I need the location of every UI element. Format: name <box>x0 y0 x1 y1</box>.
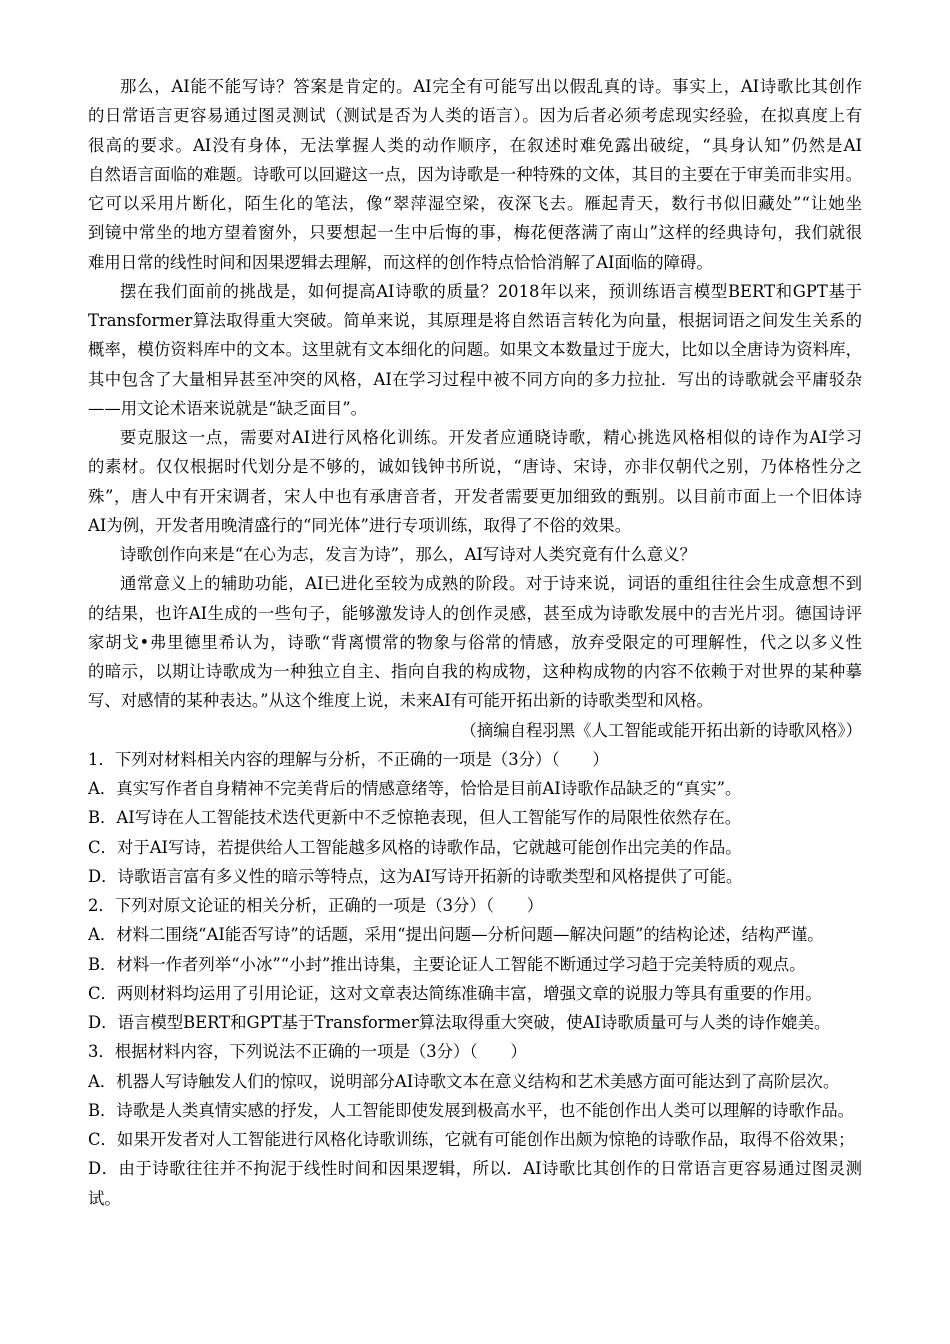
paragraph-2 <box>88 277 862 423</box>
question-2-stem: 2．下列对原文论证的相关分析，正确的一项是（3分）（ ） <box>88 896 544 915</box>
source-citation: （摘编自程羽黑《人工智能或能开拓出新的诗歌风格》） <box>460 720 862 740</box>
question-1-stem: 1．下列对材料相关内容的理解与分析，不正确的一项是（3分）（ ） <box>88 749 609 769</box>
question-1-option-c: C．对于AI写诗，若提供给人工智能越多风格的诗歌作品，它就越可能创作出完美的作品。 <box>88 837 742 857</box>
passage-line: ——用文论术语来说就是“缺乏面目”。 <box>88 398 368 418</box>
passage-line: 很高的要求。AI没有身体，无法掌握人类的动作顺序，在叙述时难免露出破绽，“具身认知”仍然是AI <box>88 135 862 155</box>
paragraph-5 <box>88 569 862 715</box>
passage-line: 概率，模仿资料库中的文本。这里就有文本细化的问题。如果文本数量过于庞大，比如以全唐诗为资料库， <box>88 340 862 360</box>
passage-line: 自然语言面临的难题。诗歌可以回避这一点，因为诗歌是一种特殊的文体，其目的主要在于审美而非实用。 <box>88 164 862 184</box>
question-2-option-a: A．材料二围绕“AI能否写诗”的话题，采用“提出问题—分析问题—解决问题”的结构论述，结构严谨。 <box>88 925 824 945</box>
question-1 <box>88 745 862 891</box>
passage-line: 难用日常的线性时间和因果逻辑去理解，而这样的创作特点恰恰消解了AI面临的障碍。 <box>88 252 713 272</box>
questions <box>88 745 862 1213</box>
passage-line: 家胡戈•弗里德里希认为，诗歌“背离惯常的物象与俗常的情感，放弃受限定的可理解性，代之以多义性 <box>88 632 862 652</box>
question-2 <box>88 891 862 1037</box>
passage <box>88 72 862 745</box>
question-3-stem: 3．根据材料内容，下列说法不正确的一项是（3分）（ ） <box>88 1042 527 1062</box>
passage-line: 要克服这一点，需要对AI进行风格化训练。开发者应通晓诗歌，精心挑选风格相似的诗作为AI学习 <box>120 428 862 447</box>
question-3 <box>88 1037 862 1213</box>
question-3-option-b: B．诗歌是人类真情实感的抒发，人工智能即使发展到极高水平，也不能创作出人类可以理解的诗歌作品。 <box>88 1100 855 1120</box>
passage-line: 通常意义上的辅助功能，AI已进化至较为成熟的阶段。对于诗来说，词语的重组往往会生成意想不到 <box>120 574 862 594</box>
question-3-option-d <box>88 1154 862 1213</box>
passage-line: 到镜中常坐的地方望着窗外，只要想起一生中后悔的事，梅花便落满了南山”这样的经典诗句，我们就很 <box>88 223 862 243</box>
question-1-option-b: B．AI写诗在人工智能技术迭代更新中不乏惊艳表现，但人工智能写作的局限性依然存在。 <box>88 808 742 828</box>
passage-line: 写、对感情的某种表达。”从这个维度上说，未来AI有可能开拓出新的诗歌类型和风格。 <box>88 691 713 711</box>
question-1-option-d: D．诗歌语言富有多义性的暗示等特点，这为AI写诗开拓新的诗歌类型和风格提供了可能。 <box>88 866 743 886</box>
passage-line: 的暗示，以期让诗歌成为一种独立自主、指向自我的构成物，这种构成物的内容不依赖于对世界的某种摹 <box>88 662 862 681</box>
question-1-option-a: A．真实写作者自身精神不完美背后的情感意绪等，恰恰是目前AI诗歌作品缺乏的“真实”。 <box>88 779 742 798</box>
passage-line: 的结果，也许AI生成的一些句子，能够激发诗人的创作灵感，甚至成为诗歌发展中的吉光片羽。德国诗评 <box>88 603 862 623</box>
passage-line: 的日常语言更容易通过图灵测试（测试是否为人类的语言）。因为后者必须考虑现实经验，在拟真度上有 <box>88 106 862 126</box>
passage-line: 的素材。仅仅根据时代划分是不够的，诚如钱钟书所说，“唐诗、宋诗，亦非仅朝代之别，乃体格性分之 <box>88 457 862 477</box>
passage-line: 诗歌创作向来是“在心为志，发言为诗”，那么，AI写诗对人类究竟有什么意义？ <box>120 545 696 564</box>
passage-line: 其中包含了大量相异甚至冲突的风格，AI在学习过程中被不同方向的多力拉扯．写出的诗歌就会平庸驳杂 <box>88 369 862 389</box>
passage-line: 殊”，唐人中有开宋调者，宋人中也有承唐音者，开发者需要更加细致的甄别。以目前市面上一个旧体诗 <box>88 486 862 506</box>
option-line: 试。 <box>88 1188 121 1208</box>
question-2-option-b: B．材料一作者列举“小冰”“小封”推出诗集，主要论证人工智能不断通过学习趋于完美特质的观点。 <box>88 954 806 974</box>
question-2-option-c: C．两则材料均运用了引用论证，这对文章表达简练准确丰富，增强文章的说服力等具有重要的作用。 <box>88 983 822 1003</box>
question-3-option-c: C．如果开发者对人工智能进行风格化诗歌训练，它就有可能创作出颇为惊艳的诗歌作品，取得不俗效果； <box>88 1130 855 1149</box>
passage-line: AI为例，开发者用晚清盛行的“同光体”进行专项训练，取得了不俗的效果。 <box>88 515 632 535</box>
paragraph-3 <box>88 423 862 540</box>
paragraph-1 <box>88 72 862 277</box>
question-2-option-d: D．语言模型BERT和GPT基于Transformer算法取得重大突破，使AI诗歌质量可与人类的诗作媲美。 <box>88 1013 831 1032</box>
paragraph-4 <box>88 540 862 569</box>
passage-line: 那么，AI能不能写诗？答案是肯定的。AI完全有可能写出以假乱真的诗。事实上，AI诗歌比其创作 <box>120 77 862 96</box>
passage-line: Transformer算法取得重大突破。简单来说，其原理是将自然语言转化为向量，根据词语之间发生关系的 <box>88 311 862 330</box>
text-column <box>88 72 862 1213</box>
option-line: D．由于诗歌往往并不拘泥于线性时间和因果逻辑，所以．AI诗歌比其创作的日常语言更容易通过图灵测 <box>88 1159 862 1179</box>
question-3-option-a: A．机器人写诗触发人们的惊叹，说明部分AI诗歌文本在意义结构和艺术美感方面可能达到了高阶层次。 <box>88 1071 840 1091</box>
passage-line: 它可以采用片断化，陌生化的笔法，像“翠萍湿空梁，夜深飞去。雁起青天，数行书似旧藏处”“让她坐 <box>88 194 862 213</box>
passage-line: 摆在我们面前的挑战是，如何提高AI诗歌的质量？2018年以来，预训练语言模型BERT和GPT基于 <box>120 281 862 301</box>
